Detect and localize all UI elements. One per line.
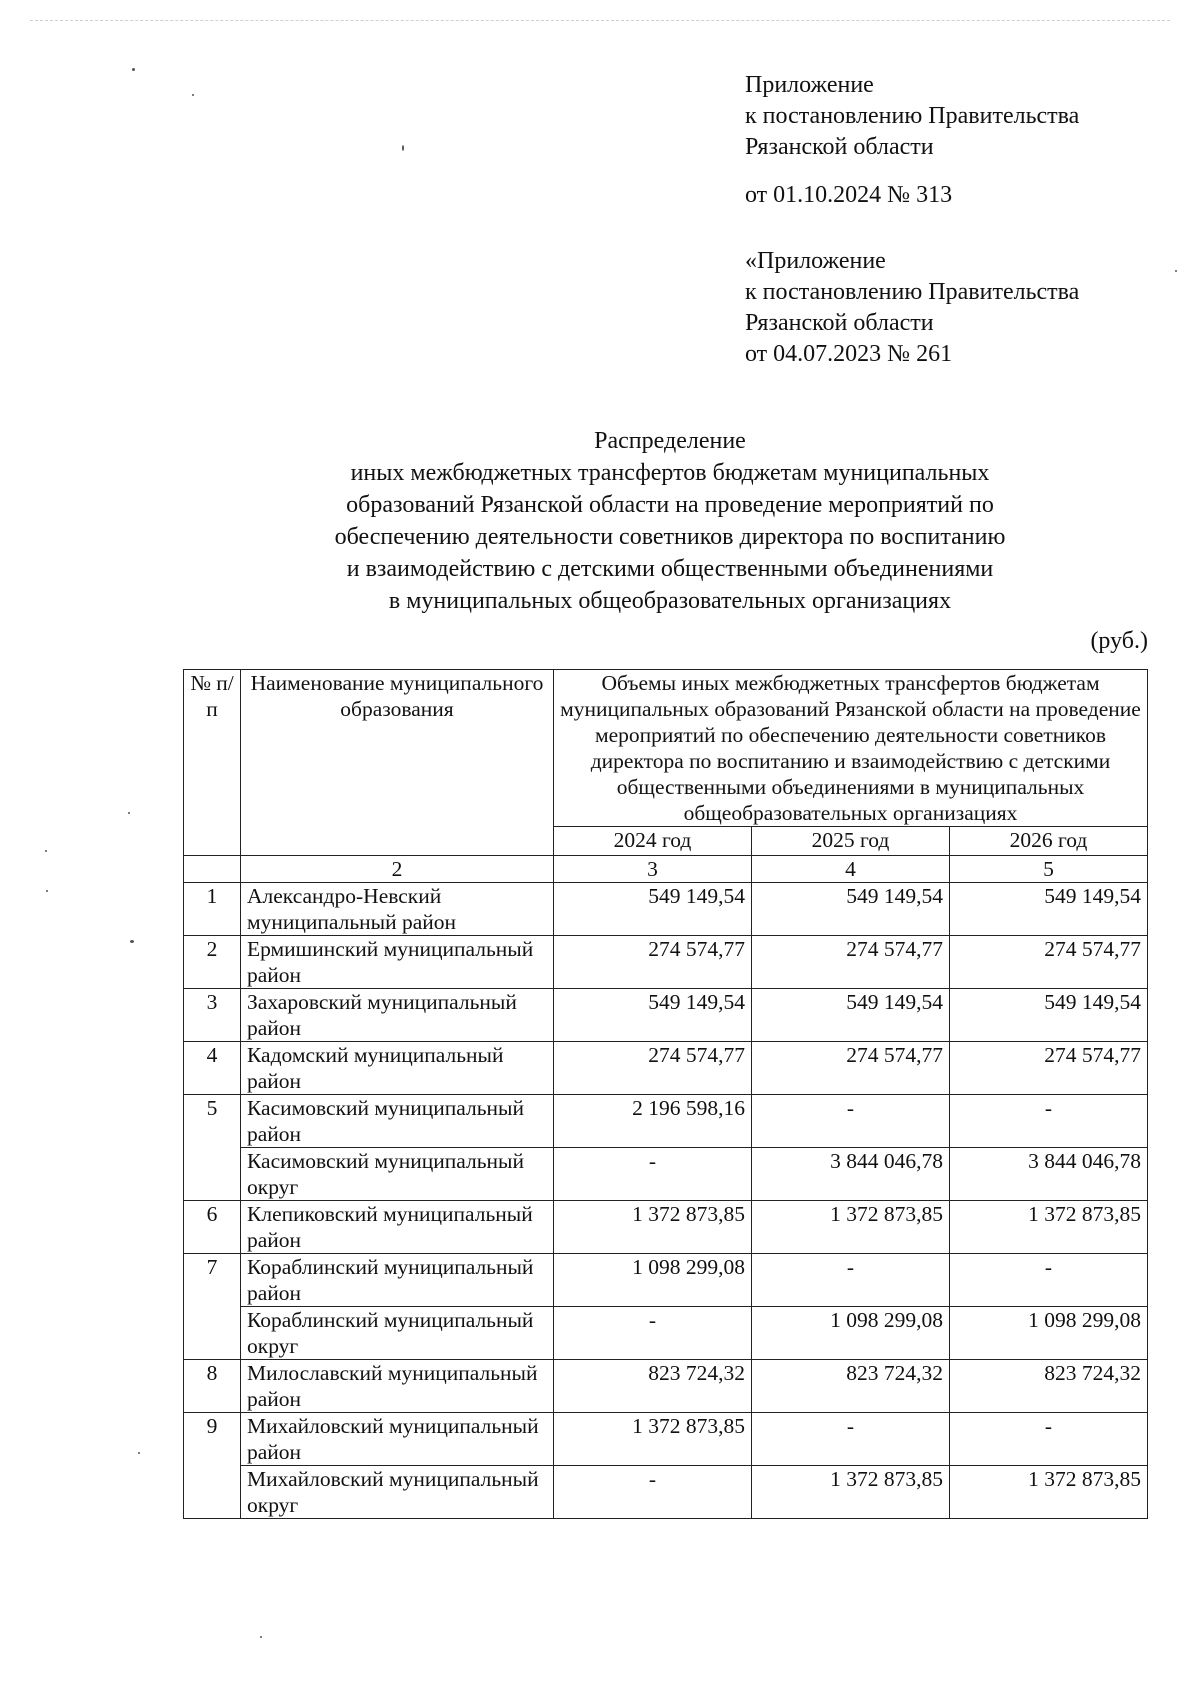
amount-2026: 1 372 873,85 [949, 1201, 1147, 1254]
appendix-line: Приложение [745, 72, 874, 98]
municipality-name: Кадомский муниципальный район [241, 1042, 554, 1095]
scan-speck [260, 1636, 262, 1638]
appendix-header [745, 70, 1079, 163]
title-line: и взаимодействию с детскими общественными объединениями [346, 556, 994, 582]
appendix-date-line: от 04.07.2023 № 261 [745, 341, 953, 367]
distribution-table [183, 669, 1148, 1519]
amount-2026: - [949, 1254, 1147, 1307]
amount-2024: - [554, 1466, 752, 1519]
amount-2026: - [949, 1413, 1147, 1466]
document-title [200, 425, 1140, 617]
amount-2025: 3 844 046,78 [751, 1148, 949, 1201]
municipality-name: Клепиковский муниципальный район [241, 1201, 554, 1254]
amount-2025: - [751, 1095, 949, 1148]
appendix-line: «Приложение [745, 248, 886, 274]
header-year-2025: 2025 год [751, 827, 949, 856]
amount-2025: - [751, 1254, 949, 1307]
row-number: 7 [184, 1254, 241, 1360]
appendix-date [745, 180, 952, 211]
table-row [184, 1042, 1148, 1095]
municipality-name: Касимовский муниципальный район [241, 1095, 554, 1148]
amount-2025: 1 098 299,08 [751, 1307, 949, 1360]
table-row [184, 936, 1148, 989]
appendix-date-line: от 01.10.2024 № 313 [745, 182, 953, 208]
amount-2024: 823 724,32 [554, 1360, 752, 1413]
header-year-2026: 2026 год [949, 827, 1147, 856]
municipality-name: Ермишинский муниципальный район [241, 936, 554, 989]
table-row [184, 1148, 1148, 1201]
table-row [184, 1466, 1148, 1519]
scan-speck [138, 1452, 140, 1454]
amount-2025: - [751, 1413, 949, 1466]
scan-speck [1175, 270, 1177, 272]
amount-2025: 549 149,54 [751, 989, 949, 1042]
amount-2025: 274 574,77 [751, 936, 949, 989]
amount-2026: 1 098 299,08 [949, 1307, 1147, 1360]
amount-2024: 2 196 598,16 [554, 1095, 752, 1148]
table-row [184, 1095, 1148, 1148]
table-header-row [184, 670, 1148, 827]
unit-label: (руб.) [1090, 628, 1148, 654]
amount-2025: 823 724,32 [751, 1360, 949, 1413]
municipality-name: Михайловский муниципальный район [241, 1413, 554, 1466]
amount-2025: 274 574,77 [751, 1042, 949, 1095]
municipality-name: Михайловский муниципальный округ [241, 1466, 554, 1519]
municipality-name: Захаровский муниципальный район [241, 989, 554, 1042]
scan-speck [130, 940, 134, 943]
appendix-line: к постановлению Правительства [745, 279, 1080, 305]
municipality-name: Кораблинский муниципальный округ [241, 1307, 554, 1360]
column-number: 5 [949, 856, 1147, 883]
table-row [184, 1254, 1148, 1307]
scan-speck [46, 890, 48, 892]
row-number: 4 [184, 1042, 241, 1095]
column-number [184, 856, 241, 883]
scan-top-edge [30, 20, 1170, 21]
amount-2026: 1 372 873,85 [949, 1466, 1147, 1519]
header-year-2024: 2024 год [554, 827, 752, 856]
scan-speck [192, 94, 194, 96]
column-number: 4 [751, 856, 949, 883]
table-row [184, 1360, 1148, 1413]
scan-speck [128, 812, 130, 814]
title-line: Распределение [594, 428, 746, 454]
scan-speck [45, 850, 47, 852]
title-line: обеспечению деятельности советников директора по воспитанию [334, 524, 1006, 550]
table-row [184, 1201, 1148, 1254]
municipality-name: Милославский муниципальный район [241, 1360, 554, 1413]
title-line: иных межбюджетных трансфертов бюджетам муниципальных [350, 460, 990, 486]
header-name: Наименование муниципального образования [241, 670, 554, 856]
scan-speck [132, 68, 135, 71]
amount-2025: 549 149,54 [751, 883, 949, 936]
amount-2024: 549 149,54 [554, 883, 752, 936]
scan-speck [402, 145, 404, 151]
amount-2026: 549 149,54 [949, 883, 1147, 936]
amount-2024: 549 149,54 [554, 989, 752, 1042]
row-number: 6 [184, 1201, 241, 1254]
row-number: 8 [184, 1360, 241, 1413]
header-volume: Объемы иных межбюджетных трансфертов бюджетам муниципальных образований Рязанской области на проведение мероприятий по обеспечению деятельности советников директора по воспитанию и взаимодействию с детскими общественными объединениями в муниципальных общеобразовательных организациях [554, 670, 1148, 827]
header-num: № п/п [184, 670, 241, 856]
appendix-line: Рязанской области [745, 134, 934, 160]
amount-2024: 274 574,77 [554, 936, 752, 989]
municipality-name: Кораблинский муниципальный район [241, 1254, 554, 1307]
amount-2024: - [554, 1148, 752, 1201]
table-row [184, 1307, 1148, 1360]
amount-2025: 1 372 873,85 [751, 1466, 949, 1519]
row-number: 2 [184, 936, 241, 989]
title-line: в муниципальных общеобразовательных организациях [388, 588, 952, 614]
amount-2026: 274 574,77 [949, 1042, 1147, 1095]
column-number: 3 [554, 856, 752, 883]
column-number: 2 [241, 856, 554, 883]
amount-2024: 1 098 299,08 [554, 1254, 752, 1307]
table-row [184, 883, 1148, 936]
table-row [184, 989, 1148, 1042]
amount-2024: 1 372 873,85 [554, 1413, 752, 1466]
amount-2024: 1 372 873,85 [554, 1201, 752, 1254]
original-appendix-header [745, 246, 1079, 370]
title-line: образований Рязанской области на проведение мероприятий по [346, 492, 994, 518]
row-number: 3 [184, 989, 241, 1042]
row-number: 5 [184, 1095, 241, 1201]
amount-2024: 274 574,77 [554, 1042, 752, 1095]
amount-2026: 823 724,32 [949, 1360, 1147, 1413]
amount-2026: - [949, 1095, 1147, 1148]
municipality-name: Касимовский муниципальный округ [241, 1148, 554, 1201]
amount-2026: 3 844 046,78 [949, 1148, 1147, 1201]
appendix-line: Рязанской области [745, 310, 934, 336]
amount-2026: 549 149,54 [949, 989, 1147, 1042]
column-number-row [184, 856, 1148, 883]
amount-2026: 274 574,77 [949, 936, 1147, 989]
appendix-line: к постановлению Правительства [745, 103, 1080, 129]
row-number: 1 [184, 883, 241, 936]
amount-2025: 1 372 873,85 [751, 1201, 949, 1254]
table-row [184, 1413, 1148, 1466]
municipality-name: Александро-Невский муниципальный район [241, 883, 554, 936]
amount-2024: - [554, 1307, 752, 1360]
row-number: 9 [184, 1413, 241, 1519]
